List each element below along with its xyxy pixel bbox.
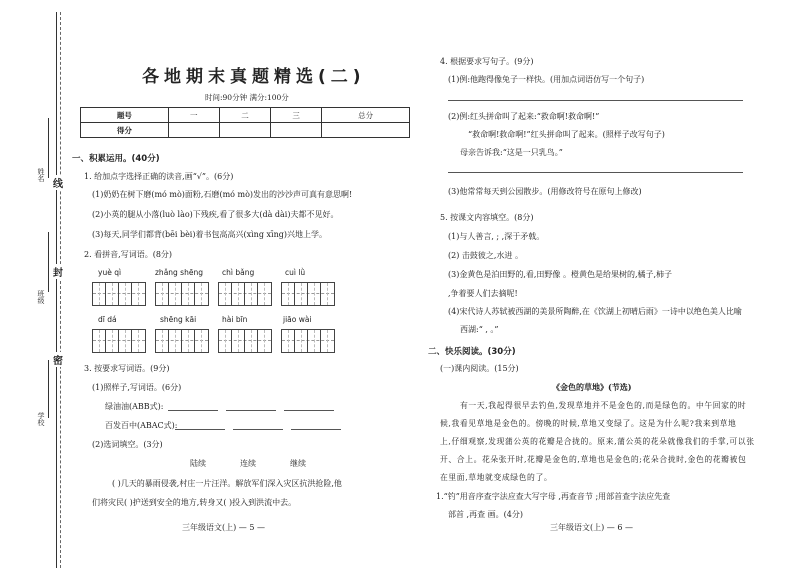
question-3-part-2: (2)选词填空。(3分) — [92, 440, 163, 449]
word-choice: 陆续 — [190, 459, 206, 468]
question-4: 4. 根据要求写句子。(9分) — [440, 57, 534, 66]
question-5-line: (4)宋代诗人苏轼被西湖的美景所陶醉,在《饮湖上初晴后雨》一诗中以绝色美人比喻 — [448, 307, 742, 316]
reading-question-1: 1.“钓”用音序查字法应查大写字母 ,再查音节 ;用部首查字法应先查 — [436, 492, 671, 501]
writing-grid[interactable] — [218, 329, 272, 353]
section-heading: 一、积累运用。(40分) — [72, 154, 160, 164]
question-line: (2)小英的腿从小落(luò lào)下残疾,看了很多大(dà dài)夫都不见好。 — [92, 210, 339, 219]
mark-secret: 密 — [53, 352, 63, 367]
question-3-part-1: (1)照样子,写词语。(6分) — [92, 383, 182, 392]
score-cell: 题号 — [81, 108, 169, 123]
writing-grid[interactable] — [218, 282, 272, 306]
score-cell: 得分 — [81, 123, 169, 138]
question-2: 2. 看拼音,写词语。(8分) — [84, 250, 173, 259]
reading-line: 在里面,草地就变成绿色的了。 — [440, 473, 553, 482]
page-footer: 三年级语文(上) — 6 — — [550, 523, 633, 532]
score-table-row — [81, 108, 410, 123]
question-4-part-2-example: “救命啊!救命啊!”红头拼命叫了起来。(照样子改写句子) — [468, 130, 665, 139]
writing-grid[interactable] — [155, 329, 209, 353]
reading-line: 有一天,我起得很早去钓鱼,发现草地并不是金色的,而是绿色的。中午回家的时 — [460, 401, 747, 410]
class-label: 班级 — [37, 290, 45, 304]
question-5-line: (2) 击鼓彼之,水进 。 — [448, 251, 523, 260]
mark-seal: 封 — [53, 264, 63, 279]
reading-line: 候,我看见草地是金色的。傍晚的时候,草地又变绿了。这是为什么呢?我来到草地 — [440, 419, 737, 428]
score-cell: 总分 — [322, 108, 410, 123]
score-input-cell[interactable] — [219, 123, 270, 138]
answer-blank[interactable] — [291, 429, 341, 430]
score-input-cell[interactable] — [271, 123, 322, 138]
answer-blank[interactable] — [175, 429, 225, 430]
pinyin-label: yuè qì — [98, 268, 122, 277]
question-5-line: (1)与人善言, ; ,深于矛戟。 — [448, 232, 545, 241]
answer-blank[interactable] — [168, 410, 218, 411]
writing-grid[interactable] — [92, 282, 146, 306]
pinyin-label: cuì lǜ — [285, 268, 306, 277]
school-underline — [48, 360, 49, 418]
pinyin-label: zhǎng shēng — [155, 268, 203, 277]
pinyin-label: dī dá — [98, 315, 117, 324]
reading-line: 上,仔细观察,发现蒲公英的花瓣是合拢的。原来,蒲公英的花朵就像我们的手掌,可以张 — [440, 437, 755, 446]
pinyin-label: chì bǎng — [222, 268, 255, 277]
name-underline — [48, 118, 49, 178]
writing-grid[interactable] — [155, 282, 209, 306]
name-label: 姓名 — [37, 168, 45, 182]
mark-line: 线 — [53, 175, 63, 190]
score-cell: 一 — [168, 108, 219, 123]
word-choice: 继续 — [290, 459, 306, 468]
question-5-line: 西湖:“ , 。” — [460, 325, 499, 334]
question-5: 5. 按课文内容填空。(8分) — [440, 213, 534, 222]
score-input-cell[interactable] — [168, 123, 219, 138]
answer-blank[interactable] — [284, 410, 334, 411]
question-5-line: ,争着要人们去摘呢! — [448, 289, 518, 298]
section-heading: 二、快乐阅读。(30分) — [428, 347, 516, 357]
question-line: (1)奶奶在树下磨(mó mò)面粉,石磨(mó mò)发出的沙沙声可真有意思啊! — [92, 190, 353, 199]
question-4-part-1: (1)例:他跑得像兔子一样快。(用加点词语仿写一个句子) — [448, 75, 645, 84]
answer-blank[interactable] — [226, 410, 276, 411]
binding-line-right — [60, 12, 61, 568]
writing-grid[interactable] — [92, 329, 146, 353]
page-footer: 三年级语文(上) — 5 — — [182, 523, 265, 532]
score-table-row — [81, 123, 410, 138]
school-label: 学校 — [37, 412, 45, 426]
subsection-heading: (一)课内阅读。(15分) — [440, 364, 519, 373]
writing-grid[interactable] — [281, 329, 335, 353]
fill-sentence: ( )几天的暴雨侵袭,村庄一片汪洋。解放军们深入灾区抗洪抢险,他 — [112, 479, 342, 488]
exam-meta: 时间:90分钟 满分:100分 — [205, 93, 289, 102]
fill-sentence: 们将灾民( )护送到安全的地方,转身又( )投入到洪流中去。 — [92, 498, 297, 507]
question-4-part-2: (2)例:红头拼命叫了起来:“救命啊!救命啊!” — [448, 112, 600, 121]
pinyin-label: jiāo wài — [283, 315, 312, 324]
word-choice: 连续 — [240, 459, 256, 468]
question-line: (3)每天,同学们都背(bēi bèi)着书包高高兴(xìng xīng)兴地上学。 — [92, 230, 327, 239]
answer-line[interactable] — [448, 100, 743, 101]
class-underline — [48, 232, 49, 292]
reading-question-1: 部首 ,再查 画。(4分) — [448, 510, 523, 519]
pinyin-label: shēng kāi — [160, 315, 197, 324]
score-table — [80, 107, 410, 138]
abb-prompt: 绿油油(ABB式): — [105, 402, 164, 411]
answer-blank[interactable] — [233, 429, 283, 430]
question-4-part-3: (3)他常常每天到公园散步。(用修改符号在原句上修改) — [448, 187, 642, 196]
writing-grid[interactable] — [281, 282, 335, 306]
question-5-line: (3)金黄色是泊田野的,看,田野像 。橙黄色是给果树的,橘子,柿子 — [448, 270, 673, 279]
reading-line: 开、合上。花朵张开时,花瓣是金色的,草地也是金色的;花朵合拢时,金色的花瓣被包 — [440, 455, 747, 464]
page-title: 各地期末真题精选(二) — [142, 67, 366, 87]
score-cell: 二 — [219, 108, 270, 123]
score-input-cell[interactable] — [322, 123, 410, 138]
pinyin-label: hài bīn — [222, 315, 248, 324]
abac-prompt: 百发百中(ABAC式): — [105, 421, 178, 430]
question-3: 3. 按要求写词语。(9分) — [84, 364, 170, 373]
reading-title: 《金色的草地》(节选) — [552, 382, 632, 392]
binding-line-left — [56, 12, 57, 568]
answer-line[interactable] — [448, 172, 743, 173]
question-4-part-2-task: 母亲告诉我:“这是一只乳鸟。” — [460, 148, 563, 157]
score-cell: 三 — [271, 108, 322, 123]
question-1: 1. 给加点字选择正确的读音,画“√”。(6分) — [84, 172, 234, 181]
